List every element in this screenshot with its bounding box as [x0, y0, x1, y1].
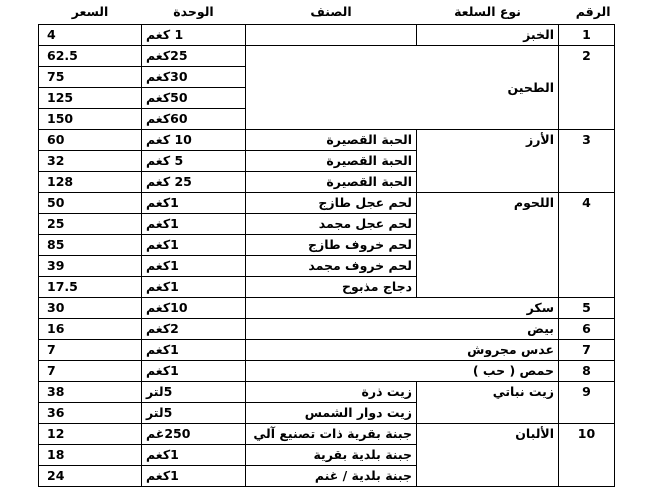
- row-unit: 60كغم: [142, 109, 246, 130]
- row-unit: 1كغم: [142, 193, 246, 214]
- row-price: 17.5: [39, 277, 142, 298]
- row-price: 60: [39, 130, 142, 151]
- header-category: الصنف: [310, 4, 352, 19]
- table-row: [39, 319, 615, 340]
- row-category: الحبة القصيرة: [246, 151, 417, 172]
- row-num: 2: [559, 46, 615, 130]
- header-unit: الوحدة: [173, 4, 214, 19]
- row-price: 18: [39, 445, 142, 466]
- row-type: الألبان: [417, 424, 559, 487]
- row-type: اللحوم: [417, 193, 559, 298]
- table-row: [39, 193, 615, 214]
- row-category: [246, 25, 417, 46]
- row-price: 4: [39, 25, 142, 46]
- table-row: [39, 298, 615, 319]
- row-price: 125: [39, 88, 142, 109]
- header-num: الرقم: [575, 4, 611, 19]
- row-price: 39: [39, 256, 142, 277]
- row-price: 16: [39, 319, 142, 340]
- row-num: 8: [559, 361, 615, 382]
- table-row: [39, 424, 615, 445]
- price-table: [38, 0, 615, 487]
- row-category: زيت دوار الشمس: [246, 403, 417, 424]
- row-unit: 25 كغم: [142, 172, 246, 193]
- table-row: [39, 25, 615, 46]
- row-type: عدس مجروش: [246, 340, 559, 361]
- row-type: الطحين: [246, 46, 559, 130]
- row-category: جبنة بقرية ذات تصنيع آلي: [246, 424, 417, 445]
- row-category: جبنة بلدية بقرية: [246, 445, 417, 466]
- row-price: 38: [39, 382, 142, 403]
- row-price: 25: [39, 214, 142, 235]
- row-num: 6: [559, 319, 615, 340]
- row-num: 5: [559, 298, 615, 319]
- row-price: 12: [39, 424, 142, 445]
- row-price: 75: [39, 67, 142, 88]
- row-unit: 1كغم: [142, 214, 246, 235]
- row-unit: 1كغم: [142, 256, 246, 277]
- row-price: 62.5: [39, 46, 142, 67]
- row-unit: 1 كغم: [142, 25, 246, 46]
- row-unit: 5لتر: [142, 403, 246, 424]
- row-category: لحم خروف طازج: [246, 235, 417, 256]
- row-unit: 1كغم: [142, 277, 246, 298]
- row-price: 85: [39, 235, 142, 256]
- row-price: 32: [39, 151, 142, 172]
- row-category: دجاج مذبوح: [246, 277, 417, 298]
- row-type: حمص ( حب ): [246, 361, 559, 382]
- row-unit: 10 كغم: [142, 130, 246, 151]
- row-price: 128: [39, 172, 142, 193]
- row-category: لحم عجل طازج: [246, 193, 417, 214]
- row-unit: 5لتر: [142, 382, 246, 403]
- table-row: [39, 340, 615, 361]
- table-header-row: [39, 0, 615, 25]
- row-category: الحبة القصيرة: [246, 172, 417, 193]
- row-price: 50: [39, 193, 142, 214]
- row-price: 24: [39, 466, 142, 487]
- row-type: سكر: [246, 298, 559, 319]
- row-unit: 5 كغم: [142, 151, 246, 172]
- row-unit: 250غم: [142, 424, 246, 445]
- row-unit: 1كغم: [142, 361, 246, 382]
- row-unit: 1كغم: [142, 340, 246, 361]
- row-category: زيت ذرة: [246, 382, 417, 403]
- row-num: 3: [559, 130, 615, 193]
- row-unit: 25كغم: [142, 46, 246, 67]
- row-unit: 1كغم: [142, 466, 246, 487]
- row-num: 1: [559, 25, 615, 46]
- row-num: 7: [559, 340, 615, 361]
- row-num: 10: [559, 424, 615, 487]
- row-type: بيض: [246, 319, 559, 340]
- price-list-document: [38, 0, 614, 487]
- row-unit: 2كغم: [142, 319, 246, 340]
- row-type: الخبز: [417, 25, 559, 46]
- row-category: لحم خروف مجمد: [246, 256, 417, 277]
- header-type: نوع السلعة: [454, 4, 521, 19]
- row-price: 30: [39, 298, 142, 319]
- row-unit: 50كغم: [142, 88, 246, 109]
- row-unit: 30كغم: [142, 67, 246, 88]
- row-num: 4: [559, 193, 615, 298]
- header-price: السعر: [71, 4, 109, 19]
- row-unit: 10كغم: [142, 298, 246, 319]
- row-unit: 1كغم: [142, 445, 246, 466]
- row-price: 150: [39, 109, 142, 130]
- row-type: الأرز: [417, 130, 559, 193]
- row-price: 36: [39, 403, 142, 424]
- row-category: لحم عجل مجمد: [246, 214, 417, 235]
- row-category: جبنة بلدية / غنم: [246, 466, 417, 487]
- row-price: 7: [39, 340, 142, 361]
- row-num: 9: [559, 382, 615, 424]
- table-row: [39, 361, 615, 382]
- row-type: زيت نباتي: [417, 382, 559, 424]
- row-unit: 1كغم: [142, 235, 246, 256]
- table-row: [39, 130, 615, 151]
- row-price: 7: [39, 361, 142, 382]
- row-category: الحبة القصيرة: [246, 130, 417, 151]
- table-row: [39, 382, 615, 403]
- table-row: [39, 46, 615, 67]
